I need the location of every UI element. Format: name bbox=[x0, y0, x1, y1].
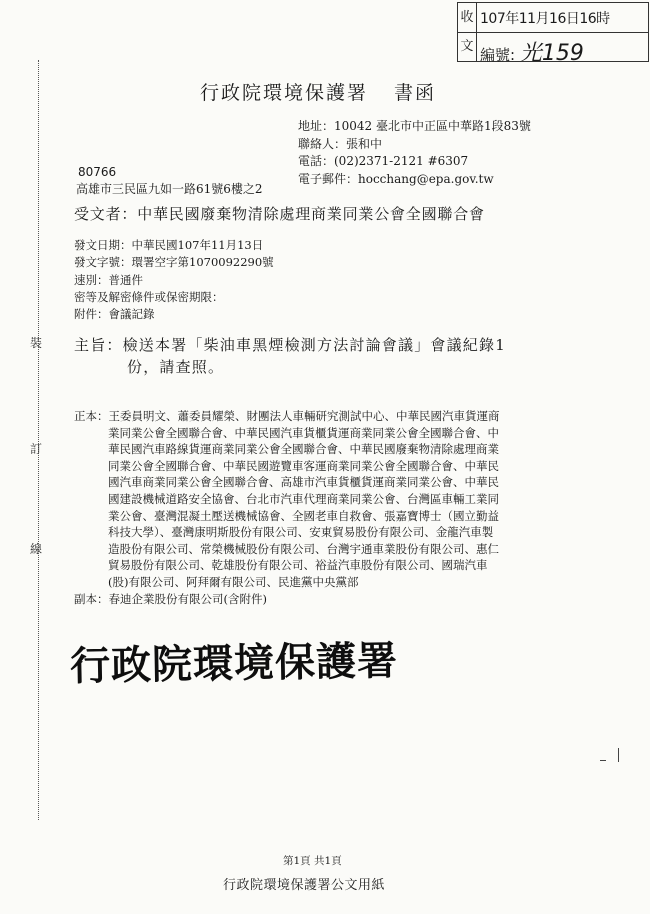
copy-recipient: 副本：春迪企業股份有限公司(含附件) bbox=[74, 591, 267, 606]
delivery-speed: 速別：普通件 bbox=[74, 272, 143, 287]
recipient-street: 高雄市三民區九如一路61號6樓之2 bbox=[76, 182, 263, 196]
subject-line-1: 主旨：檢送本署「柴油車黑煙檢測方法討論會議」會議紀錄1 bbox=[74, 336, 506, 354]
distribution-list bbox=[74, 408, 500, 607]
footer-paper-label: 行政院環境保護署公文用紙 bbox=[223, 878, 386, 893]
stamp-row-number bbox=[458, 32, 648, 66]
stamp-doc-no-value: 光159 bbox=[519, 41, 584, 66]
binding-char-zhuang: 裝 bbox=[30, 336, 43, 350]
cc-line: 華民國汽車路線貨運商業同業公會全國聯合會、中華民國廢棄物清除處理商業 bbox=[108, 442, 499, 457]
cc-line: 造股份有限公司、常榮機械股份有限公司、台灣宇通車業股份有限公司、惠仁 bbox=[108, 541, 499, 556]
recipient-zip: 80766 bbox=[78, 165, 117, 179]
contact-address: 地址：10042 臺北市中正區中華路1段83號 bbox=[298, 119, 531, 133]
document-title bbox=[200, 78, 436, 105]
recipient: 受文者：中華民國廢棄物清除處理商業同業公會全國聯合會 bbox=[74, 205, 485, 223]
stamp-row-date bbox=[458, 3, 648, 33]
document-meta bbox=[74, 237, 274, 323]
stamp-doc-label: 文 bbox=[458, 32, 477, 61]
contact-phone: 電話：(02)2371-2121 #6307 bbox=[298, 154, 469, 168]
subject-line-2: 份，請查照。 bbox=[127, 358, 225, 376]
issue-date: 發文日期：中華民國107年11月13日 bbox=[74, 238, 264, 252]
issue-number: 發文字號：環署空字第1070092290號 bbox=[74, 255, 274, 270]
scan-mark bbox=[618, 748, 619, 762]
cc-line: 科技大學）、臺灣康明斯股份有限公司、安東貿易股份有限公司、金龍汽車製 bbox=[108, 525, 494, 540]
cc-line: 業公會、臺灣混凝土壓送機械協會、全國老車自救會、張嘉寶博士（國立勤益 bbox=[108, 508, 499, 523]
binding-char-ding: 訂 bbox=[30, 442, 43, 456]
document-type: 書函 bbox=[394, 82, 437, 104]
cc-line: 正本：王委員明文、蕭委員耀榮、財團法人車輛研究測試中心、中華民國汽車貨運商 bbox=[74, 409, 500, 423]
cc-line: (股)有限公司、阿拜爾有限公司、民進黨中央黨部 bbox=[108, 574, 359, 589]
contact-email: 電子郵件：hocchang@epa.gov.tw bbox=[298, 171, 494, 186]
agency-seal: 行政院環境保護署 bbox=[69, 637, 399, 690]
attachment: 附件：會議記錄 bbox=[74, 307, 155, 322]
secrecy-level: 密等及解密條件或保密期限： bbox=[74, 289, 224, 304]
stamp-received-date: 107年11月16日16時 bbox=[480, 11, 610, 27]
contact-block bbox=[298, 118, 531, 188]
receipt-stamp bbox=[457, 2, 649, 66]
cc-line: 同業公會全國聯合會、中華民國遊覽車客運商業同業公會全國聯合會、中華民 bbox=[108, 458, 499, 473]
subject bbox=[74, 334, 506, 378]
stamp-doc-no-label: 編號: bbox=[480, 46, 516, 64]
scan-mark bbox=[600, 760, 606, 761]
page-number: 第1頁 共1頁 bbox=[283, 855, 342, 867]
binding-char-xian: 線 bbox=[30, 542, 43, 556]
stamp-received-label: 收 bbox=[458, 3, 477, 32]
contact-person: 聯絡人：張和中 bbox=[298, 136, 383, 151]
stamp-doc-number bbox=[480, 36, 584, 67]
agency-name: 行政院環境保護署 bbox=[200, 82, 369, 104]
cc-line: 國汽車商業同業公會全國聯合會、高雄市汽車貨櫃貨運商業同業公會、中華民 bbox=[108, 475, 499, 490]
cc-line: 國建設機械道路安全協會、台北市汽車代理商業同業公會、台灣區車輛工業同 bbox=[108, 491, 499, 506]
cc-line: 貿易股份有限公司、乾雄股份有限公司、裕益汽車股份有限公司、國瑞汽車 bbox=[108, 558, 488, 573]
cc-line: 業同業公會全國聯合會、中華民國汽車貨櫃貨運商業同業公會全國聯合會、中 bbox=[108, 425, 499, 440]
